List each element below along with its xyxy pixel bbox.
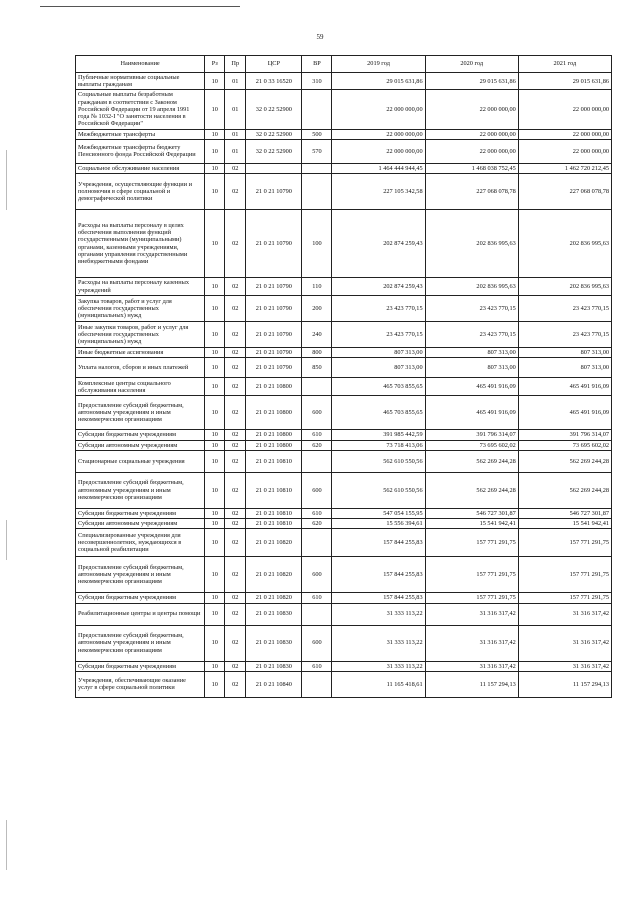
row-rz: 10 bbox=[205, 129, 225, 139]
row-name: Учреждения, осуществляющие функции и полномочия в сфере социальной и демографической политики bbox=[76, 174, 205, 210]
row-2019: 391 985 442,59 bbox=[332, 430, 425, 440]
row-2019: 547 054 155,95 bbox=[332, 508, 425, 518]
table-row bbox=[76, 278, 612, 296]
row-pr: 02 bbox=[225, 603, 246, 625]
row-name: Предоставление субсидий бюджетным, автономным учреждениям и иным некоммерческим организациям bbox=[76, 396, 205, 430]
budget-table bbox=[75, 55, 612, 698]
table-row bbox=[76, 661, 612, 671]
row-pr: 02 bbox=[225, 472, 246, 508]
table-row bbox=[76, 440, 612, 450]
row-csr: 21 0 21 10820 bbox=[246, 529, 302, 557]
table-row bbox=[76, 139, 612, 163]
row-2021: 391 796 314,07 bbox=[518, 430, 611, 440]
row-2019: 157 844 255,83 bbox=[332, 593, 425, 603]
row-2019: 31 333 113,22 bbox=[332, 661, 425, 671]
row-2020: 562 269 244,28 bbox=[425, 450, 518, 472]
row-2021: 227 068 078,78 bbox=[518, 174, 611, 210]
row-csr: 21 0 21 10800 bbox=[246, 396, 302, 430]
table-row bbox=[76, 73, 612, 90]
scan-margin-mark bbox=[6, 150, 7, 210]
row-2019: 23 423 770,15 bbox=[332, 322, 425, 348]
row-vr: 310 bbox=[302, 73, 332, 90]
row-name: Расходы на выплаты персоналу казенных учреждений bbox=[76, 278, 205, 296]
row-rz: 10 bbox=[205, 529, 225, 557]
row-name: Предоставление субсидий бюджетным, автономным учреждениям и иным некоммерческим организациям bbox=[76, 625, 205, 661]
page-number: 59 bbox=[316, 33, 324, 41]
row-2020: 157 771 291,75 bbox=[425, 593, 518, 603]
row-csr: 21 0 33 16520 bbox=[246, 73, 302, 90]
row-vr: 600 bbox=[302, 557, 332, 593]
table-row bbox=[76, 593, 612, 603]
row-2021: 31 316 317,42 bbox=[518, 625, 611, 661]
row-2021: 1 462 720 212,45 bbox=[518, 163, 611, 173]
row-rz: 10 bbox=[205, 450, 225, 472]
row-vr bbox=[302, 163, 332, 173]
row-csr: 21 0 21 10800 bbox=[246, 430, 302, 440]
row-rz: 10 bbox=[205, 593, 225, 603]
row-vr bbox=[302, 378, 332, 396]
row-rz: 10 bbox=[205, 508, 225, 518]
row-2021: 29 015 631,86 bbox=[518, 73, 611, 90]
row-csr: 21 0 21 10790 bbox=[246, 174, 302, 210]
row-csr: 21 0 21 10840 bbox=[246, 671, 302, 697]
row-2019: 465 703 855,65 bbox=[332, 396, 425, 430]
row-2020: 31 316 317,42 bbox=[425, 603, 518, 625]
row-pr: 02 bbox=[225, 508, 246, 518]
row-2020: 23 423 770,15 bbox=[425, 322, 518, 348]
row-vr bbox=[302, 603, 332, 625]
row-2021: 807 313,00 bbox=[518, 358, 611, 378]
row-csr: 21 0 21 10790 bbox=[246, 348, 302, 358]
row-pr: 02 bbox=[225, 625, 246, 661]
header-rz: Рз bbox=[205, 56, 225, 73]
row-2021: 23 423 770,15 bbox=[518, 322, 611, 348]
row-name: Субсидии автономным учреждениям bbox=[76, 519, 205, 529]
row-name: Стационарные социальные учреждения bbox=[76, 450, 205, 472]
row-2021: 23 423 770,15 bbox=[518, 296, 611, 322]
row-vr: 100 bbox=[302, 210, 332, 278]
row-2020: 807 313,00 bbox=[425, 348, 518, 358]
row-vr: 800 bbox=[302, 348, 332, 358]
row-2021: 562 269 244,28 bbox=[518, 450, 611, 472]
row-2020: 157 771 291,75 bbox=[425, 557, 518, 593]
header-csr: ЦСР bbox=[246, 56, 302, 73]
row-csr: 32 0 22 52900 bbox=[246, 139, 302, 163]
row-2020: 11 157 294,13 bbox=[425, 671, 518, 697]
row-2019: 562 610 550,56 bbox=[332, 472, 425, 508]
row-vr: 570 bbox=[302, 139, 332, 163]
row-csr: 21 0 21 10820 bbox=[246, 557, 302, 593]
row-pr: 01 bbox=[225, 139, 246, 163]
row-2021: 31 316 317,42 bbox=[518, 603, 611, 625]
row-2020: 31 316 317,42 bbox=[425, 625, 518, 661]
row-2020: 202 836 995,63 bbox=[425, 278, 518, 296]
row-csr: 21 0 21 10790 bbox=[246, 278, 302, 296]
row-pr: 01 bbox=[225, 73, 246, 90]
row-2021: 15 541 942,41 bbox=[518, 519, 611, 529]
row-2021: 22 000 000,00 bbox=[518, 129, 611, 139]
row-2020: 391 796 314,07 bbox=[425, 430, 518, 440]
scan-margin-mark bbox=[6, 820, 7, 870]
row-2019: 22 000 000,00 bbox=[332, 90, 425, 129]
row-2021: 202 836 995,63 bbox=[518, 278, 611, 296]
row-pr: 01 bbox=[225, 90, 246, 129]
row-2020: 22 000 000,00 bbox=[425, 129, 518, 139]
row-2019: 31 333 113,22 bbox=[332, 625, 425, 661]
row-vr: 610 bbox=[302, 593, 332, 603]
row-rz: 10 bbox=[205, 163, 225, 173]
scan-margin-mark bbox=[6, 520, 7, 560]
scan-edge-line bbox=[40, 6, 240, 7]
row-csr: 21 0 21 10810 bbox=[246, 450, 302, 472]
row-pr: 02 bbox=[225, 396, 246, 430]
row-2020: 29 015 631,86 bbox=[425, 73, 518, 90]
row-pr: 02 bbox=[225, 440, 246, 450]
row-2019: 31 333 113,22 bbox=[332, 603, 425, 625]
row-csr: 21 0 21 10810 bbox=[246, 508, 302, 518]
row-pr: 01 bbox=[225, 129, 246, 139]
row-name: Межбюджетные трансферты бюджету Пенсионного фонда Российской Федерации bbox=[76, 139, 205, 163]
row-rz: 10 bbox=[205, 174, 225, 210]
row-csr: 32 0 22 52900 bbox=[246, 90, 302, 129]
row-pr: 02 bbox=[225, 529, 246, 557]
row-vr: 610 bbox=[302, 661, 332, 671]
row-2019: 11 165 418,61 bbox=[332, 671, 425, 697]
row-2019: 23 423 770,15 bbox=[332, 296, 425, 322]
row-pr: 02 bbox=[225, 210, 246, 278]
row-vr bbox=[302, 174, 332, 210]
table-row bbox=[76, 472, 612, 508]
row-rz: 10 bbox=[205, 661, 225, 671]
row-name: Учреждения, обеспечивающие оказание услуг в сфере социальной политики bbox=[76, 671, 205, 697]
table-row bbox=[76, 358, 612, 378]
row-rz: 10 bbox=[205, 378, 225, 396]
header-vr: ВР bbox=[302, 56, 332, 73]
row-2021: 546 727 301,87 bbox=[518, 508, 611, 518]
row-2019: 807 313,00 bbox=[332, 358, 425, 378]
table-row bbox=[76, 210, 612, 278]
row-name: Социальные выплаты безработным гражданам в соответствии с Законом Российской Федерации от 19 апреля 1991 года № 1032-I "О занятости населения в Российской Федерации" bbox=[76, 90, 205, 129]
row-2019: 1 464 444 944,45 bbox=[332, 163, 425, 173]
table-row bbox=[76, 296, 612, 322]
row-2019: 15 556 394,61 bbox=[332, 519, 425, 529]
header-2021: 2021 год bbox=[518, 56, 611, 73]
row-pr: 02 bbox=[225, 430, 246, 440]
row-name: Уплата налогов, сборов и иных платежей bbox=[76, 358, 205, 378]
row-2020: 546 727 301,87 bbox=[425, 508, 518, 518]
row-csr: 32 0 22 52900 bbox=[246, 129, 302, 139]
row-vr bbox=[302, 671, 332, 697]
row-2021: 22 000 000,00 bbox=[518, 90, 611, 129]
row-name: Субсидии бюджетным учреждениям bbox=[76, 430, 205, 440]
table-row bbox=[76, 625, 612, 661]
row-vr: 600 bbox=[302, 625, 332, 661]
row-2021: 465 491 916,09 bbox=[518, 396, 611, 430]
row-2020: 1 468 038 752,45 bbox=[425, 163, 518, 173]
row-vr: 610 bbox=[302, 508, 332, 518]
row-vr: 600 bbox=[302, 472, 332, 508]
row-rz: 10 bbox=[205, 519, 225, 529]
row-name: Публичные нормативные социальные выплаты гражданам bbox=[76, 73, 205, 90]
row-rz: 10 bbox=[205, 278, 225, 296]
row-2020: 31 316 317,42 bbox=[425, 661, 518, 671]
table-row bbox=[76, 378, 612, 396]
row-rz: 10 bbox=[205, 90, 225, 129]
row-2020: 15 541 942,41 bbox=[425, 519, 518, 529]
row-name: Расходы на выплаты персоналу в целях обеспечения выполнения функций государственными (муниципальными) органами, казенными учреждениями, органами управления государственными внебюджетными фондами bbox=[76, 210, 205, 278]
row-2020: 465 491 916,09 bbox=[425, 378, 518, 396]
row-name: Реабилитационные центры и центры помощи bbox=[76, 603, 205, 625]
row-vr bbox=[302, 529, 332, 557]
table-row bbox=[76, 163, 612, 173]
row-2020: 73 695 602,02 bbox=[425, 440, 518, 450]
row-2020: 22 000 000,00 bbox=[425, 90, 518, 129]
row-rz: 10 bbox=[205, 557, 225, 593]
row-rz: 10 bbox=[205, 73, 225, 90]
row-2020: 562 269 244,28 bbox=[425, 472, 518, 508]
row-vr bbox=[302, 450, 332, 472]
row-2020: 227 068 078,78 bbox=[425, 174, 518, 210]
row-pr: 02 bbox=[225, 174, 246, 210]
row-pr: 02 bbox=[225, 163, 246, 173]
row-name: Субсидии бюджетным учреждениям bbox=[76, 593, 205, 603]
row-rz: 10 bbox=[205, 603, 225, 625]
row-pr: 02 bbox=[225, 296, 246, 322]
row-rz: 10 bbox=[205, 296, 225, 322]
header-pr: Пр bbox=[225, 56, 246, 73]
row-2021: 157 771 291,75 bbox=[518, 529, 611, 557]
row-2019: 562 610 550,56 bbox=[332, 450, 425, 472]
row-rz: 10 bbox=[205, 358, 225, 378]
row-pr: 02 bbox=[225, 671, 246, 697]
header-2019: 2019 год bbox=[332, 56, 425, 73]
table-row bbox=[76, 430, 612, 440]
row-rz: 10 bbox=[205, 430, 225, 440]
row-pr: 02 bbox=[225, 519, 246, 529]
row-2020: 22 000 000,00 bbox=[425, 139, 518, 163]
row-2021: 22 000 000,00 bbox=[518, 139, 611, 163]
row-2019: 22 000 000,00 bbox=[332, 129, 425, 139]
row-vr: 620 bbox=[302, 519, 332, 529]
row-2019: 73 718 413,06 bbox=[332, 440, 425, 450]
row-rz: 10 bbox=[205, 322, 225, 348]
table-header-row bbox=[76, 56, 612, 73]
row-vr: 200 bbox=[302, 296, 332, 322]
table-row bbox=[76, 174, 612, 210]
row-2021: 157 771 291,75 bbox=[518, 557, 611, 593]
table-row bbox=[76, 90, 612, 129]
row-2021: 202 836 995,63 bbox=[518, 210, 611, 278]
row-vr: 600 bbox=[302, 396, 332, 430]
row-csr: 21 0 21 10790 bbox=[246, 210, 302, 278]
row-2021: 11 157 294,13 bbox=[518, 671, 611, 697]
row-name: Предоставление субсидий бюджетным, автономным учреждениям и иным некоммерческим организациям bbox=[76, 472, 205, 508]
row-2021: 807 313,00 bbox=[518, 348, 611, 358]
row-2020: 23 423 770,15 bbox=[425, 296, 518, 322]
row-2019: 29 015 631,86 bbox=[332, 73, 425, 90]
row-pr: 02 bbox=[225, 557, 246, 593]
row-2020: 465 491 916,09 bbox=[425, 396, 518, 430]
row-name: Закупка товаров, работ и услуг для обеспечения государственных (муниципальных) нужд bbox=[76, 296, 205, 322]
row-csr: 21 0 21 10810 bbox=[246, 519, 302, 529]
row-csr: 21 0 21 10810 bbox=[246, 472, 302, 508]
table-row bbox=[76, 508, 612, 518]
row-rz: 10 bbox=[205, 210, 225, 278]
row-csr: 21 0 21 10790 bbox=[246, 296, 302, 322]
row-2019: 202 874 259,43 bbox=[332, 278, 425, 296]
row-2021: 157 771 291,75 bbox=[518, 593, 611, 603]
row-2021: 465 491 916,09 bbox=[518, 378, 611, 396]
row-pr: 02 bbox=[225, 378, 246, 396]
row-name: Межбюджетные трансферты bbox=[76, 129, 205, 139]
row-csr: 21 0 21 10820 bbox=[246, 593, 302, 603]
table-body bbox=[76, 73, 612, 698]
table-row bbox=[76, 603, 612, 625]
row-2021: 73 695 602,02 bbox=[518, 440, 611, 450]
row-2021: 562 269 244,28 bbox=[518, 472, 611, 508]
row-rz: 10 bbox=[205, 396, 225, 430]
header-2020: 2020 год bbox=[425, 56, 518, 73]
table-row bbox=[76, 322, 612, 348]
table-row bbox=[76, 129, 612, 139]
table-row bbox=[76, 557, 612, 593]
row-csr: 21 0 21 10830 bbox=[246, 603, 302, 625]
row-vr: 500 bbox=[302, 129, 332, 139]
row-name: Субсидии автономным учреждениям bbox=[76, 440, 205, 450]
row-pr: 02 bbox=[225, 278, 246, 296]
header-name: Наименование bbox=[76, 56, 205, 73]
row-csr: 21 0 21 10800 bbox=[246, 440, 302, 450]
row-csr: 21 0 21 10830 bbox=[246, 625, 302, 661]
table-row bbox=[76, 671, 612, 697]
row-rz: 10 bbox=[205, 625, 225, 661]
row-rz: 10 bbox=[205, 139, 225, 163]
row-name: Социальное обслуживание населения bbox=[76, 163, 205, 173]
row-name: Субсидии бюджетным учреждениям bbox=[76, 661, 205, 671]
row-vr: 610 bbox=[302, 430, 332, 440]
row-vr: 240 bbox=[302, 322, 332, 348]
row-name: Специализированные учреждения для несовершеннолетних, нуждающихся в социальной реабилитации bbox=[76, 529, 205, 557]
table-row bbox=[76, 396, 612, 430]
table-row bbox=[76, 529, 612, 557]
row-name: Субсидии бюджетным учреждениям bbox=[76, 508, 205, 518]
row-2020: 807 313,00 bbox=[425, 358, 518, 378]
row-vr: 110 bbox=[302, 278, 332, 296]
row-pr: 02 bbox=[225, 661, 246, 671]
row-csr: 21 0 21 10830 bbox=[246, 661, 302, 671]
row-2019: 202 874 259,43 bbox=[332, 210, 425, 278]
table-row bbox=[76, 450, 612, 472]
row-2019: 807 313,00 bbox=[332, 348, 425, 358]
row-csr: 21 0 21 10800 bbox=[246, 378, 302, 396]
row-name: Предоставление субсидий бюджетным, автономным учреждениям и иным некоммерческим организациям bbox=[76, 557, 205, 593]
row-name: Иные бюджетные ассигнования bbox=[76, 348, 205, 358]
row-vr: 850 bbox=[302, 358, 332, 378]
row-2020: 157 771 291,75 bbox=[425, 529, 518, 557]
row-vr: 620 bbox=[302, 440, 332, 450]
row-csr: 21 0 21 10790 bbox=[246, 358, 302, 378]
row-rz: 10 bbox=[205, 440, 225, 450]
row-vr bbox=[302, 90, 332, 129]
table-row bbox=[76, 348, 612, 358]
row-2019: 157 844 255,83 bbox=[332, 557, 425, 593]
row-name: Иные закупки товаров, работ и услуг для обеспечения государственных (муниципальных) нужд bbox=[76, 322, 205, 348]
row-rz: 10 bbox=[205, 472, 225, 508]
row-pr: 02 bbox=[225, 348, 246, 358]
row-2019: 227 105 342,58 bbox=[332, 174, 425, 210]
row-rz: 10 bbox=[205, 348, 225, 358]
row-2019: 465 703 855,65 bbox=[332, 378, 425, 396]
row-csr: 21 0 21 10790 bbox=[246, 322, 302, 348]
table-row bbox=[76, 519, 612, 529]
row-pr: 02 bbox=[225, 450, 246, 472]
row-csr bbox=[246, 163, 302, 173]
row-pr: 02 bbox=[225, 593, 246, 603]
row-2019: 22 000 000,00 bbox=[332, 139, 425, 163]
row-2021: 31 316 317,42 bbox=[518, 661, 611, 671]
row-2019: 157 844 255,83 bbox=[332, 529, 425, 557]
row-pr: 02 bbox=[225, 322, 246, 348]
row-name: Комплексные центры социального обслуживания населения bbox=[76, 378, 205, 396]
row-rz: 10 bbox=[205, 671, 225, 697]
row-pr: 02 bbox=[225, 358, 246, 378]
row-2020: 202 836 995,63 bbox=[425, 210, 518, 278]
